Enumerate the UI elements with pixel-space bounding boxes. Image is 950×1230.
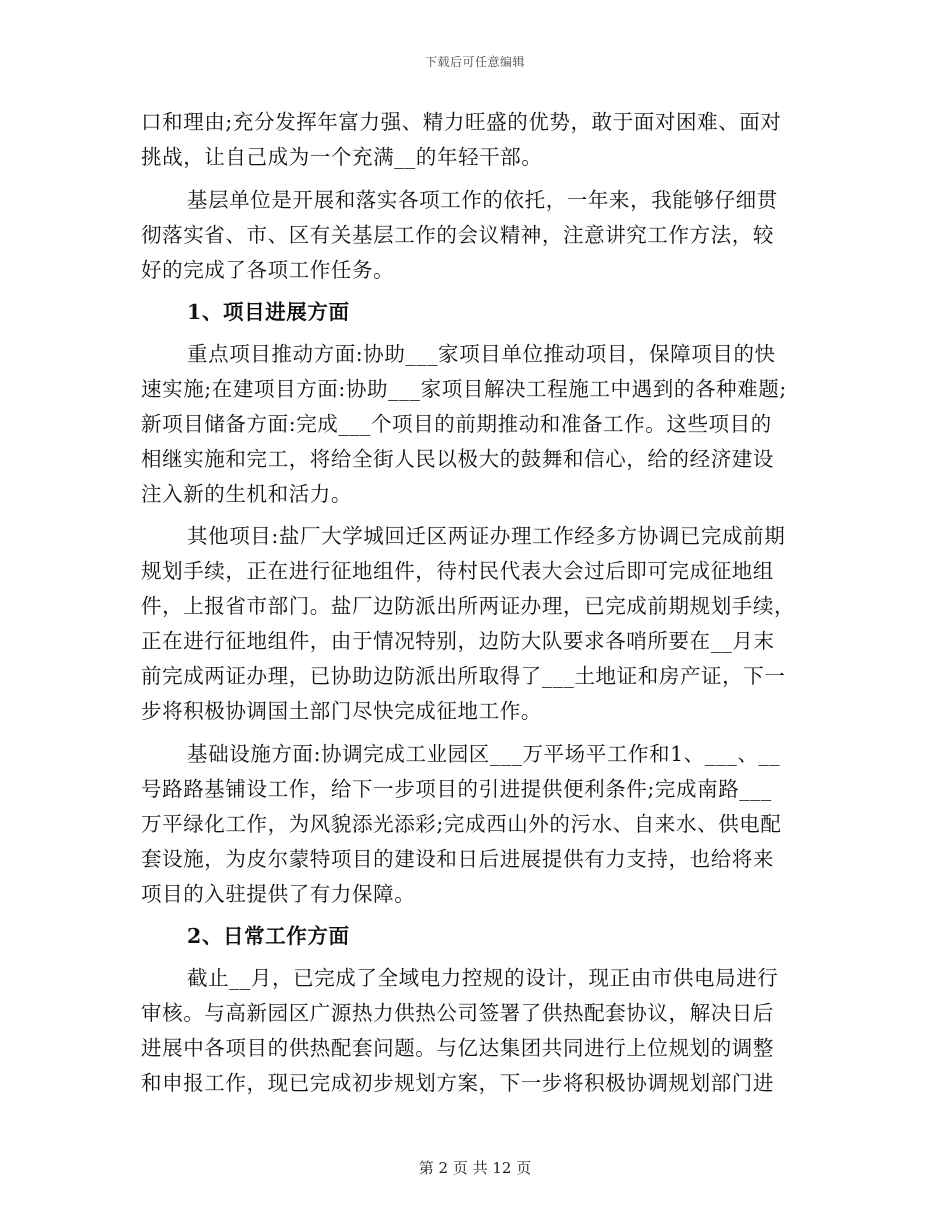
text-line: 审核。与高新园区广源热力供热公司签署了供热配套协议，解决日后 [141,1001,774,1025]
text-line: 基础设施方面:协调完成工业园区___万平场平工作和1、___、__ [187,742,781,766]
text-line: 件，上报省市部门。盐厂边防派出所两证办理，已完成前期规划手续， [141,594,796,618]
page-header: 下载后可任意编辑 [424,55,525,69]
text-line: 彻落实省、市、区有关基层工作的会议精神，注意讲究工作方法，较 [141,223,774,247]
text-line: 其他项目:盐厂大学城回迁区两证办理工作经多方协调已完成前期 [187,524,786,548]
text-line: 万平绿化工作，为风貌添光添彩;完成西山外的污水、自来水、供电配 [141,812,782,836]
text-line: 速实施;在建项目方面:协助___家项目解决工程施工中遇到的各种难题; [141,377,787,401]
text-line: 项目的入驻提供了有力保障。 [141,882,416,906]
text-line: 步将积极协调国土部门尽快完成征地工作。 [141,699,542,723]
text-line: 口和理由;充分发挥年富力强、精力旺盛的优势，敢于面对困难、面对 [141,110,782,134]
text-line: 进展中各项目的供热配套问题。与亿达集团共同进行上位规划的调整 [141,1036,774,1060]
text-line: 规划手续，正在进行征地组件，待村民代表大会过后即可完成征地组 [141,559,774,583]
text-line: 套设施，为皮尔蒙特项目的建设和日后进展提供有力支持，也给将来 [141,847,774,871]
text-line: 注入新的生机和活力。 [141,482,352,506]
text-line: 号路路基铺设工作，给下一步项目的引进提供便利条件;完成南路___ [141,777,772,801]
text-line: 正在进行征地组件，由于情况特别，边防大队要求各哨所要在__月末 [141,629,775,653]
page-footer: 第 2 页 共 12 页 [418,1159,532,1177]
section-heading: 1、项目进展方面 [187,300,350,324]
text-line: 好的完成了各项工作任务。 [141,258,395,282]
text-line: 前完成两证办理，已协助边防派出所取得了___土地证和房产证，下一 [141,664,786,688]
text-line: 基层单位是开展和落实各项工作的依托，一年来，我能够仔细贯 [187,188,778,212]
text-line: 截止__月，已完成了全域电力控规的设计，现正由市供电局进行 [187,966,779,990]
text-line: 相继实施和完工，将给全街人民以极大的鼓舞和信心，给的经济建设 [141,447,774,471]
section-heading: 2、日常工作方面 [187,924,350,948]
text-line: 新项目储备方面:完成___个项目的前期推动和准备工作。这些项目的 [141,412,772,436]
text-line: 和申报工作，现已完成初步规划方案，下一步将积极协调规划部门进 [141,1071,774,1095]
text-line: 重点项目推动方面:协助___家项目单位推动项目，保障项目的快 [187,342,776,366]
text-line: 挑战，让自己成为一个充满__的年轻干部。 [141,145,543,169]
